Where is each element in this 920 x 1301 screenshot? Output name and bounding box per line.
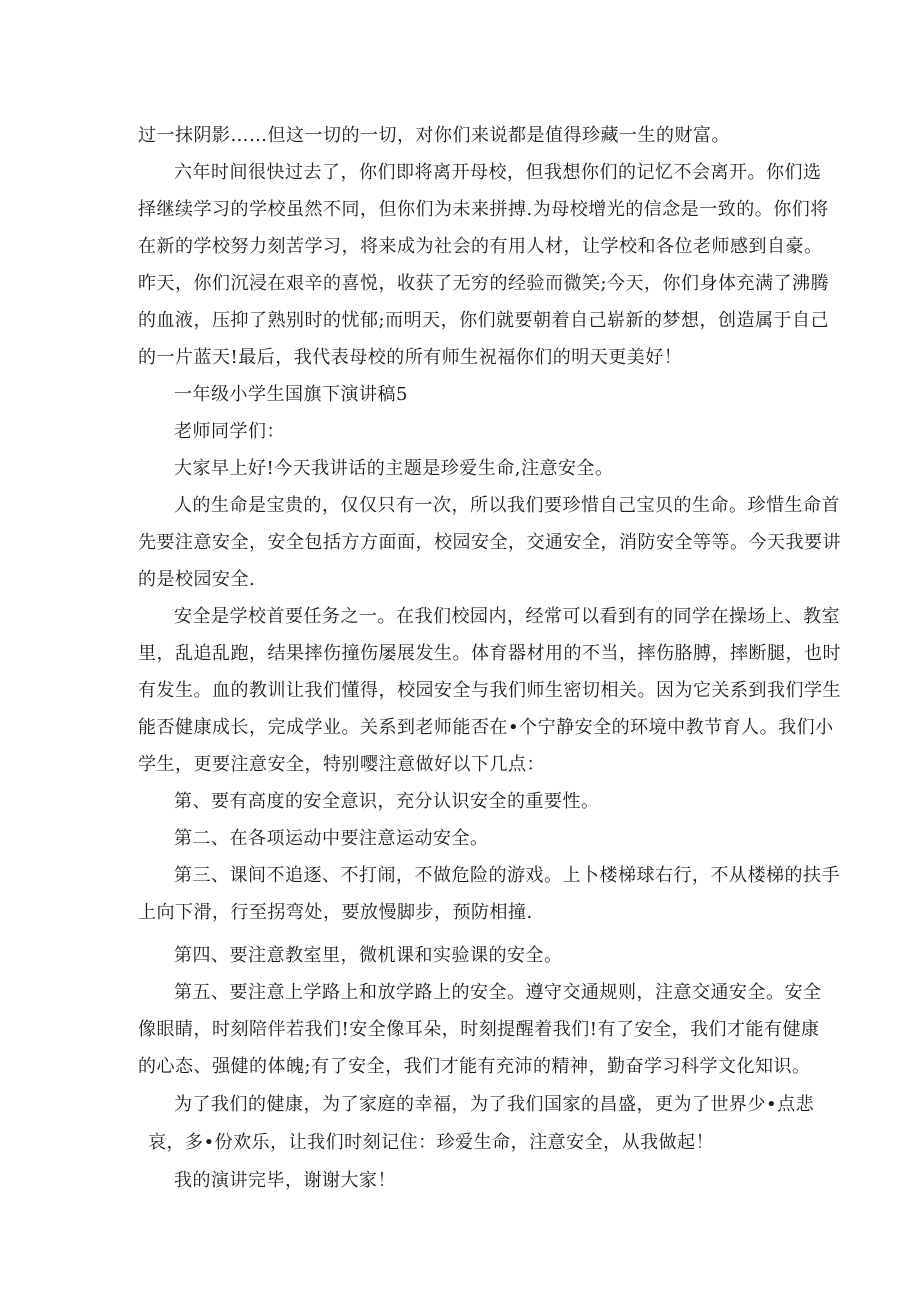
text-line: 里，乱追乱跑，结果摔伤撞伤屡展发生。体育器材用的不当，摔伤胳膊，摔断腿，也时 <box>138 643 841 664</box>
text-line: 第、要有高度的安全意识，充分认识安全的重要性。 <box>174 791 600 812</box>
text-line: 能否健康成长，完成学业。关系到老师能否在•个宁静安全的环境中教节育人。我们小 <box>138 717 834 738</box>
text-line: 的是校园安全. <box>138 569 256 590</box>
text-line: 过一抹阴影……但这一切的一切，对你们来说都是值得珍藏一生的财富。 <box>138 125 730 146</box>
text-line: 安全是学校首要任务之一。在我们校园内，经常可以看到有的同学在操场上、教室 <box>174 606 840 627</box>
text-line: 第三、课间不追逐、不打闹，不做危险的游戏。上卜楼梯球右行，不从楼梯的扶手 <box>174 865 840 886</box>
text-line: 人的生命是宝贵的，仅仅只有一次，所以我们要珍惜自己宝贝的生命。珍惜生命首 <box>174 495 840 516</box>
text-line: 上向下滑，行至拐弯处，要放慢脚步，预防相撞. <box>138 902 533 923</box>
text-line: 六年时间很快过去了，你们即将离开母校，但我想你们的记忆不会离开。你们选 <box>174 162 822 183</box>
text-line: 为了我们的健康，为了家庭的幸福，为了我们国家的昌盛，更为了世界少•点悲 <box>174 1094 815 1115</box>
text-line: 择继续学习的学校虽然不同，但你们为未来拼搏.为母校增光的信念是一致的。你们将 <box>138 199 829 220</box>
text-line: 有发生。血的教训让我们懂得，校园安全与我们师生密切相关。因为它关系到我们学生 <box>138 680 841 701</box>
text-line: 学生，更要注意安全，特别嘤注意做好以下几点： <box>138 754 545 775</box>
text-line: 第二、在各项运动中要注意运动安全。 <box>174 828 489 849</box>
closing-line: 我的演讲完毕，谢谢大家！ <box>174 1170 396 1191</box>
text-line: 的一片蓝天!最后，我代表母校的所有师生祝福你们的明天更美好！ <box>138 347 683 368</box>
text-line: 昨天，你们沉浸在艰辛的喜悦，收获了无穷的经验而微笑;今天，你们身体充满了沸腾 <box>138 273 830 294</box>
section-title: 一年级小学生国旗下演讲稿5 <box>174 384 408 405</box>
text-line: 先要注意安全，安全包括方方面面，校园安全，交通安全，消防安全等等。今天我要讲 <box>138 532 841 553</box>
text-line: 在新的学校努力刻苦学习，将来成为社会的有用人材，让学校和各位老师感到自豪。 <box>138 236 823 257</box>
text-line: 的心态、强健的体魄;有了安全，我们才能有充沛的精神，勤奋学习科学文化知识。 <box>138 1056 811 1077</box>
text-line: 哀，多•份欢乐，让我们时刻记住：珍爱生命，注意安全，从我做起！ <box>148 1132 715 1153</box>
text-line: 第五、要注意上学路上和放学路上的安全。遵守交通规则，注意交通安全。安全 <box>174 982 822 1003</box>
text-line: 大家早上好!今天我讲话的主题是珍爱生命,注意安全。 <box>174 458 614 479</box>
text-line: 像眼睛，时刻陪伴若我们!安全像耳朵，时刻提醒着我们!有了安全，我们才能有健康 <box>138 1019 820 1040</box>
text-line: 的血液，压抑了熟别时的忧郁;而明天，你们就要朝着自己崭新的梦想，创造属于自己 <box>138 310 830 331</box>
text-line: 第四、要注意教室里，微机课和实验课的安全。 <box>174 945 563 966</box>
greeting: 老师同学们： <box>174 421 285 442</box>
